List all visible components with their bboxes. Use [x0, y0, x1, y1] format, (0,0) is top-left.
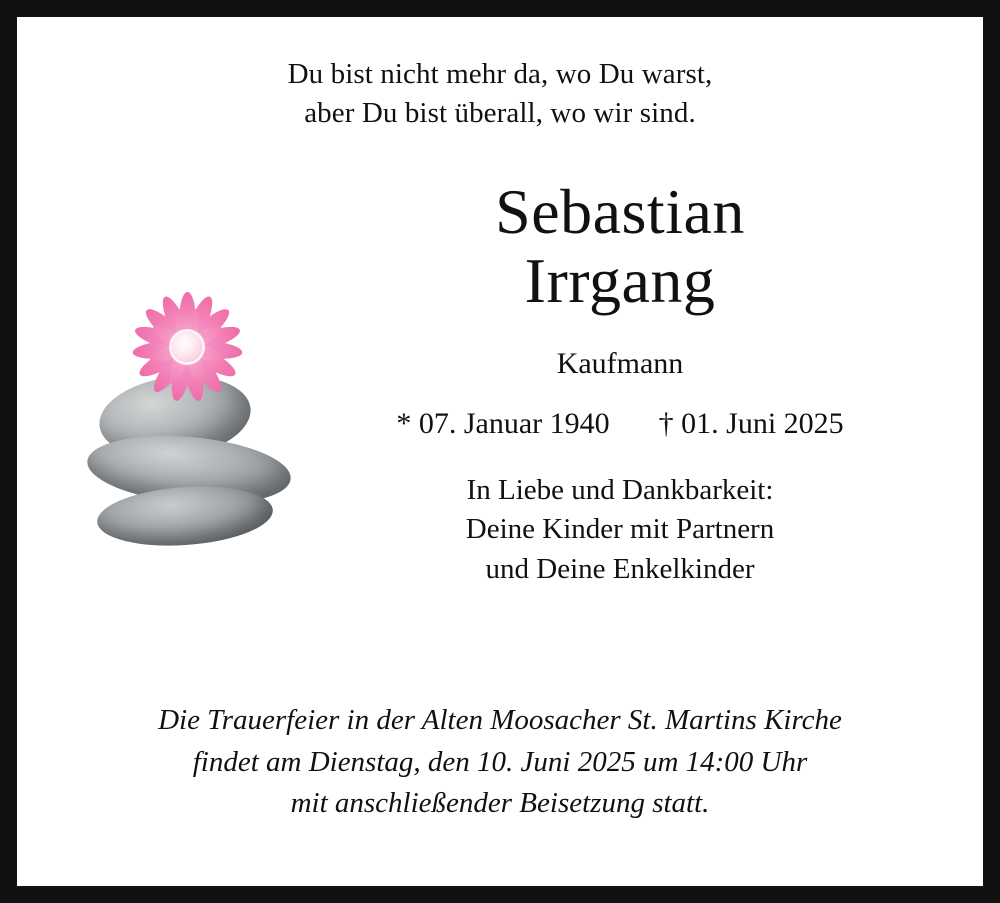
footer-line-1: Die Trauerfeier in der Alten Moosacher St. Martins Kirche [158, 704, 842, 737]
deceased-last-name: Irrgang [524, 245, 716, 317]
quote-line-2: aber Du bist überall, wo wir sind. [304, 97, 696, 130]
deceased-details [287, 177, 953, 589]
quote-line-1: Du bist nicht mehr da, wo Du warst, [287, 58, 713, 90]
notice-inner [17, 17, 983, 886]
funeral-service-info [17, 700, 983, 824]
flower-center [172, 332, 202, 362]
memorial-quote [17, 17, 983, 133]
profession: Kaufmann [556, 347, 684, 381]
footer-line-2: findet am Dienstag, den 10. Juni 2025 um 14:00 Uhr [192, 745, 808, 778]
death-date: † 01. Juni 2025 [658, 407, 844, 441]
stacked-stones-image [79, 279, 309, 564]
deceased-name [287, 177, 953, 315]
gerbera-flower-icon [117, 287, 257, 407]
family-line-1: In Liebe und Dankbarkeit: [466, 474, 774, 507]
deceased-first-name: Sebastian [495, 176, 745, 247]
footer-line-3: mit anschließender Beisetzung statt. [290, 786, 710, 819]
family-line-2: Deine Kinder mit Partnern [465, 513, 775, 546]
life-dates [287, 407, 953, 441]
family-line-3: und Deine Enkelkinder [485, 552, 755, 585]
stone-bottom [95, 481, 275, 551]
birth-date: * 07. Januar 1940 [396, 407, 610, 441]
family-dedication [287, 471, 953, 588]
